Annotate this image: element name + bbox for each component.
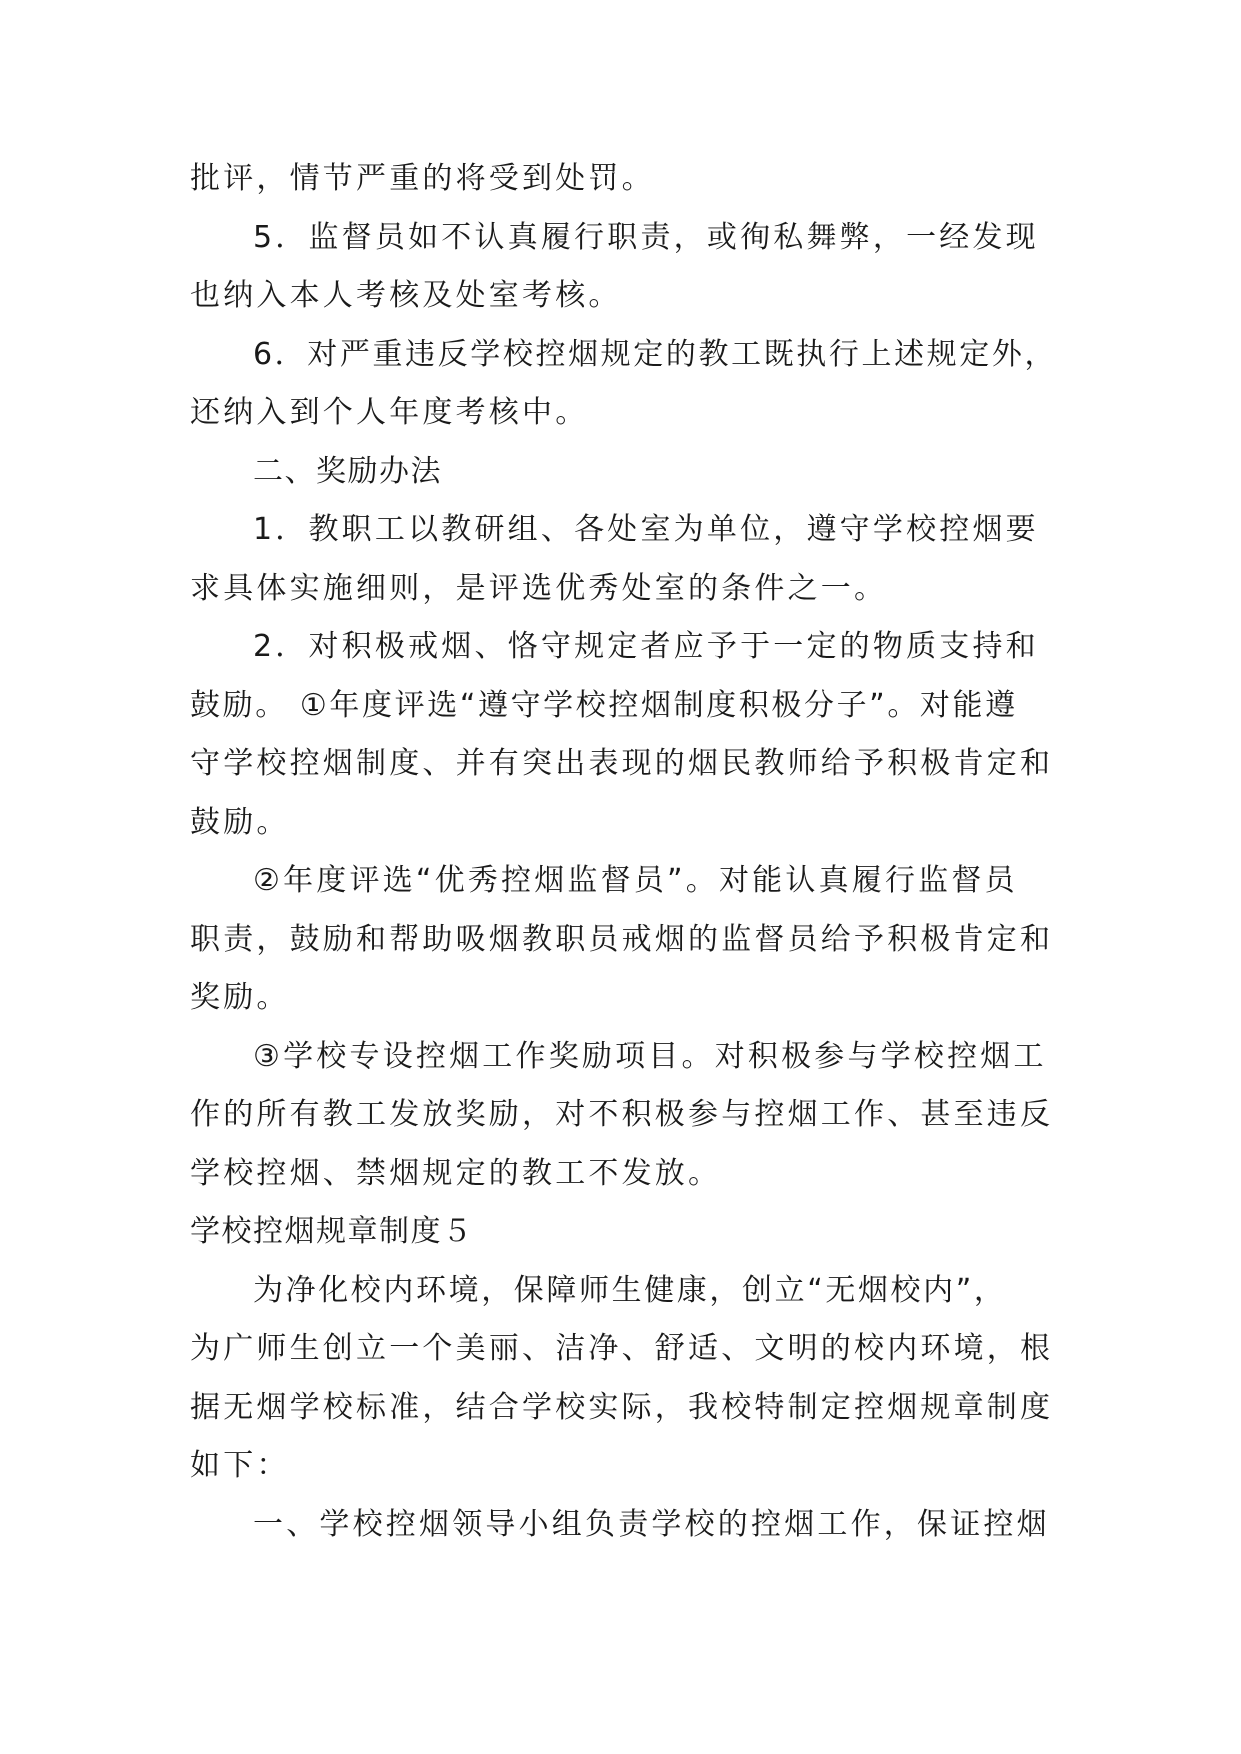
- text-line: 奖励。: [190, 980, 290, 1015]
- text-line: 2．对积极戒烟、恪守规定者应予于一定的物质支持和: [253, 629, 1039, 664]
- text-line: 6．对严重违反学校控烟规定的教工既执行上述规定外，: [253, 336, 1058, 372]
- text-line: 一、学校控烟领导小组负责学校的控烟工作，保证控烟: [253, 1506, 1050, 1542]
- text-line: 如下：: [190, 1448, 290, 1483]
- text-line: ②年度评选“优秀控烟监督员”。对能认真履行监督员: [253, 863, 1018, 898]
- section-title: 学校控烟规章制度５: [190, 1214, 474, 1249]
- text-line: 1．教职工以教研组、各处室为单位，遵守学校控烟要: [253, 512, 1039, 547]
- text-line: 求具体实施细则，是评选优秀处室的条件之一。: [190, 570, 888, 606]
- text-line: 作的所有教工发放奖励，对不积极参与控烟工作、甚至违反: [190, 1097, 1054, 1132]
- text-line: 也纳入本人考核及处室考核。: [190, 278, 622, 313]
- text-line: 5．监督员如不认真履行职责，或徇私舞弊，一经发现: [253, 219, 1039, 255]
- text-line: 鼓励。: [190, 804, 290, 840]
- text-line: 职责，鼓励和帮助吸烟教职员戒烟的监督员给予积极肯定和: [190, 921, 1054, 957]
- section-heading: 二、奖励办法: [253, 453, 442, 489]
- text-line: 守学校控烟制度、并有突出表现的烟民教师给予积极肯定和: [190, 746, 1054, 781]
- text-line: 据无烟学校标准，结合学校实际，我校特制定控烟规章制度: [190, 1389, 1054, 1425]
- text-line: 为净化校内环境，保障师生健康，创立“无烟校内”，: [253, 1272, 1007, 1308]
- text-line: 鼓励。 ①年度评选“遵守学校控烟制度积极分子”。对能遵: [190, 687, 1018, 723]
- text-line: 为广师生创立一个美丽、洁净、舒适、文明的校内环境，根: [190, 1331, 1054, 1366]
- text-line: 批评，情节严重的将受到处罚。: [190, 161, 655, 196]
- text-line: 还纳入到个人年度考核中。: [190, 395, 589, 430]
- text-line: ③学校专设控烟工作奖励项目。对积极参与学校控烟工: [253, 1038, 1047, 1074]
- text-line: 学校控烟、禁烟规定的教工不发放。: [190, 1155, 722, 1191]
- document-body: [190, 150, 1058, 1554]
